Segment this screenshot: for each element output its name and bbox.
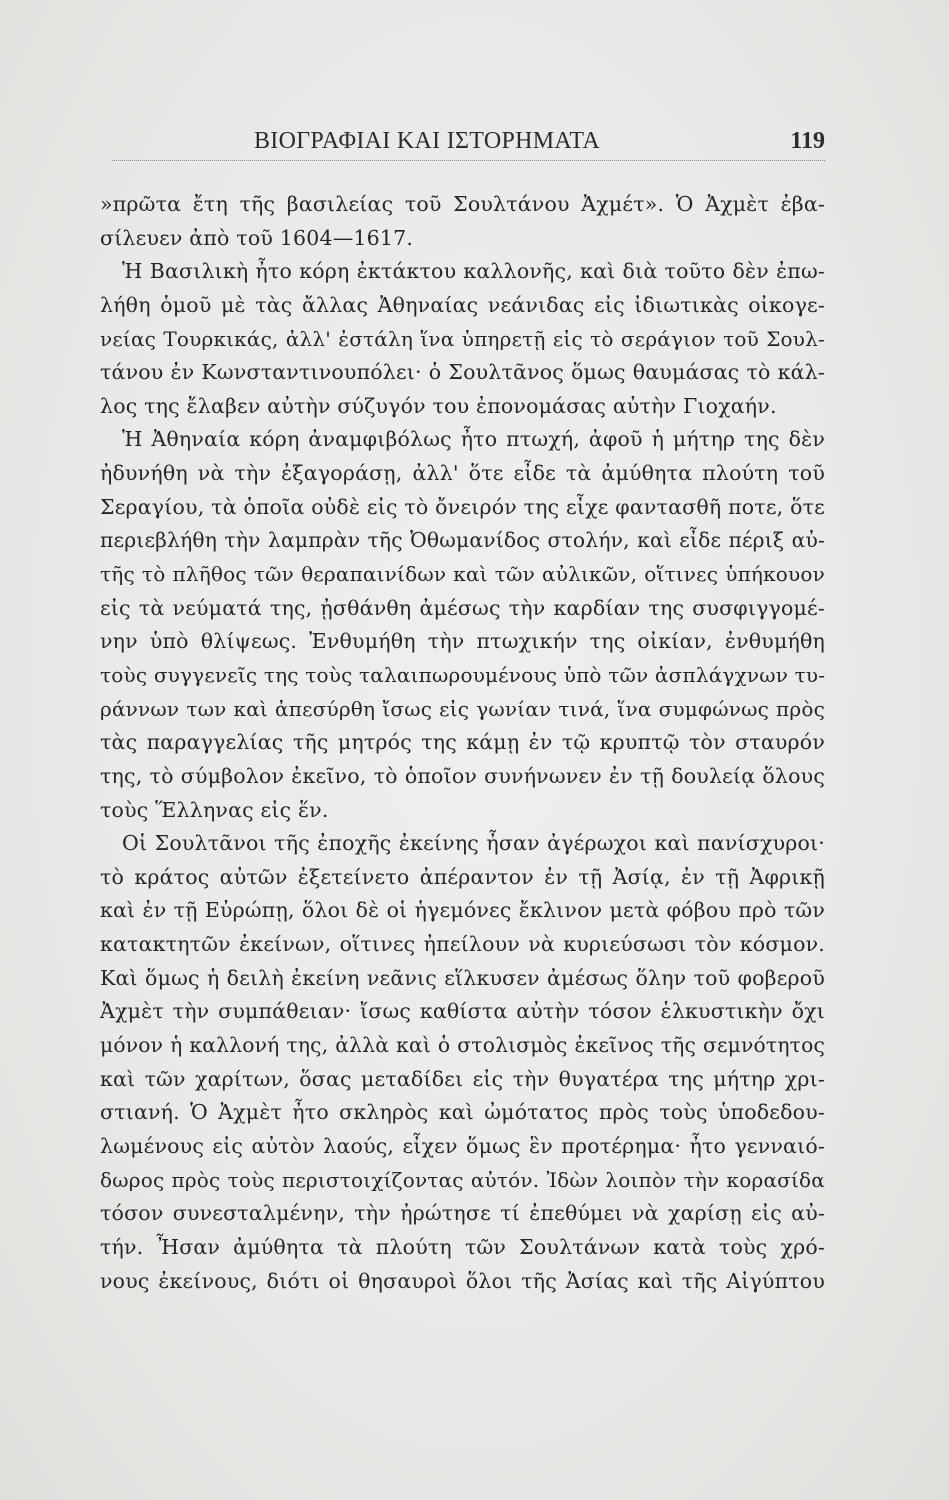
text-line: τὰς παραγγελίας τῆς μητρός της κάμῃ ἐν τῷ κρυπτῷ τὸν σταυρόν (100, 730, 825, 755)
text-line: ἠδυνήθη νὰ τὴν ἐξαγοράσῃ, ἀλλ' ὅτε εἶδε τὰ ἀμύθητα πλούτη τοῦ (100, 461, 825, 486)
text-line: της, τὸ σύμβολον ἐκεῖνο, τὸ ὁποῖον συνήνωνεν ἐν τῇ δουλείᾳ ὅλους (100, 763, 825, 788)
text-line: κατακτητῶν ἐκείνων, οἵτινες ἠπείλουν νὰ κυριεύσωσι τὸν κόσμον. (100, 932, 825, 957)
text-line: τὸ κράτος αὐτῶν ἐξετείνετο ἀπέραντον ἐν τῇ Ἀσίᾳ, ἐν τῇ Ἀφρικῇ (100, 864, 825, 889)
running-head-title: ΒΙΟΓΡΑΦΙΑΙ ΚΑΙ ΙΣΤΟΡΗΜΑΤΑ (254, 128, 601, 154)
text-line: τόσον συνεσταλμένην, τὴν ἠρώτησε τί ἐπεθύμει νὰ χαρίσῃ εἰς αὐ- (100, 1201, 825, 1226)
text-line: Ἡ Ἀθηναία κόρη ἀναμφιβόλως ἦτο πτωχή, ἀφοῦ ἡ μήτηρ της δὲν (122, 427, 825, 452)
text-line: τῆς τὸ πλῆθος τῶν θεραπαινίδων καὶ τῶν αὐλικῶν, οἵτινες ὑπήκουον (100, 562, 825, 587)
text-line: Οἱ Σουλτᾶνοι τῆς ἐποχῆς ἐκείνης ἦσαν ἀγέρωχοι καὶ πανίσχυροι· (122, 831, 825, 856)
text-line: λος της ἔλαβεν αὐτὴν σύζυγόν του ἐπονομάσας αὐτὴν Γιοχαήν. (100, 393, 777, 418)
text-line: ράννων των καὶ ἀπεσύρθη ἴσως εἰς γωνίαν τινά, ἵνα συμφώνως πρὸς (100, 696, 825, 721)
text-line: τοὺς Ἕλληνας εἰς ἕν. (100, 797, 329, 822)
text-line: νους ἐκείνους, διότι οἱ θησαυροὶ ὅλοι τῆς Ἀσίας καὶ τῆς Αἰγύπτου (100, 1268, 825, 1293)
text-line: νείας Τουρκικάς, ἀλλ' ἐστάλη ἵνα ὑπηρετῇ εἰς τὸ σεράγιον τοῦ Σουλ- (100, 326, 825, 351)
text-line: τάνου ἐν Κωνσταντινουπόλει· ὁ Σουλτᾶνος ὅμως θαυμάσας τὸ κάλ- (100, 360, 825, 385)
body-text (100, 188, 825, 1298)
text-line: Σεραγίου, τὰ ὁποῖα οὐδὲ εἰς τὸ ὄνειρόν της εἶχε φαντασθῆ ποτε, ὅτε (100, 494, 825, 519)
text-line: περιεβλήθη τὴν λαμπρὰν τῆς Ὀθωμανίδος στολήν, καὶ εἶδε πέριξ αὐ- (100, 528, 825, 553)
text-line: λήθη ὁμοῦ μὲ τὰς ἄλλας Ἀθηναίας νεάνιδας εἰς ἰδιωτικὰς οἰκογε- (100, 292, 825, 317)
text-line: σίλευεν ἀπὸ τοῦ 1604—1617. (100, 225, 414, 250)
page-number: 119 (790, 128, 825, 154)
text-line: »πρῶτα ἔτη τῆς βασιλείας τοῦ Σουλτάνου Ἀχμέτ». Ὁ Ἀχμὲτ ἐβα- (100, 192, 825, 216)
text-line: Καὶ ὅμως ἡ δειλὴ ἐκείνη νεᾶνις εἵλκυσεν ἀμέσως ὅλην τοῦ φοβεροῦ (100, 965, 825, 990)
text-line: μόνον ἡ καλλονή της, ἀλλὰ καὶ ὁ στολισμὸς ἐκεῖνος τῆς σεμνότητος (100, 1033, 825, 1058)
text-line: στιανή. Ὁ Ἀχμὲτ ἦτο σκληρὸς καὶ ὠμότατος πρὸς τοὺς ὑποδεδου- (100, 1100, 825, 1125)
text-line: νην ὑπὸ θλίψεως. Ἐνθυμήθη τὴν πτωχικήν της οἰκίαν, ἐνθυμήθη (100, 629, 825, 654)
text-line: Ἀχμὲτ τὴν συμπάθειαν· ἴσως καθίστα αὐτὴν τόσον ἑλκυστικὴν ὄχι (100, 999, 825, 1024)
text-line: καὶ ἐν τῇ Εὐρώπῃ, ὅλοι δὲ οἱ ἡγεμόνες ἔκλινον μετὰ φόβου πρὸ τῶν (100, 898, 825, 923)
text-line: καὶ τῶν χαρίτων, ὅσας μεταδίδει εἰς τὴν θυγατέρα της μήτηρ χρι- (100, 1066, 825, 1091)
text-line: Ἡ Βασιλικὴ ἦτο κόρη ἐκτάκτου καλλονῆς, καὶ διὰ τοῦτο δὲν ἐπω- (122, 259, 825, 284)
text-line: λωμένους εἰς αὐτὸν λαούς, εἶχεν ὅμως ἓν προτέρημα· ἦτο γενναιό- (100, 1133, 825, 1158)
text-line: εἰς τὰ νεύματά της, ᾐσθάνθη ἀμέσως τὴν καρδίαν της συσφιγγομέ- (100, 595, 825, 620)
header-rule (112, 160, 825, 161)
text-line: τήν. Ἦσαν ἀμύθητα τὰ πλούτη τῶν Σουλτάνων κατὰ τοὺς χρό- (100, 1234, 825, 1259)
text-line: δωρος πρὸς τοὺς περιστοιχίζοντας αὐτόν. Ἰδὼν λοιπὸν τὴν κορασίδα (100, 1167, 825, 1192)
running-head (112, 124, 825, 164)
text-line: τοὺς συγγενεῖς της τοὺς ταλαιπωρουμένους ὑπὸ τῶν ἀσπλάγχνων τυ- (100, 662, 826, 687)
